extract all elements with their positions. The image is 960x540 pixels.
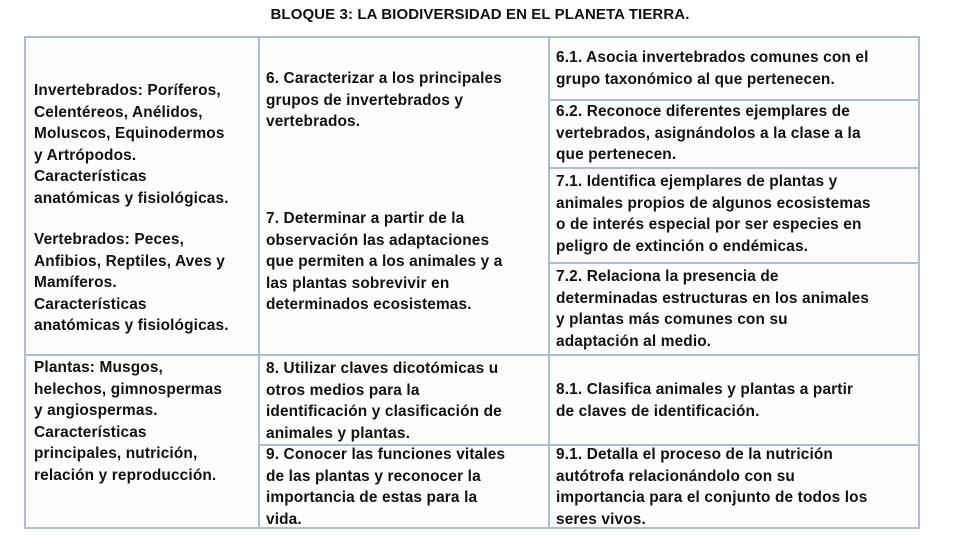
standard-7-2: 7.2. Relaciona la presencia de determinadas estructuras en los animales y plantas más comunes con su adaptación al medio. (556, 268, 870, 350)
row-divider (548, 167, 920, 169)
standard-9-1: 9.1. Detalla el proceso de la nutrición autótrofa relacionándolo con su importancia para el conjunto de todos los seres vivos. (556, 446, 868, 528)
standard-8-1: 8.1. Clasifica animales y plantas a partir de claves de identificación. (556, 381, 854, 420)
standard-6-2: 6.2. Reconoce diferentes ejemplares de vertebrados, asignándolos a la clase a la que pertenecen. (556, 103, 861, 164)
column-divider (548, 36, 550, 529)
criterion-8: 8. Utilizar claves dicotómicas u otros medios para la identificación y clasificación de animales y plantas. (266, 360, 502, 442)
content-plantas: Plantas: Musgos, helechos, gimnospermas y angiospermas. Características principales, nutrición, relación y reproducción. (34, 359, 223, 484)
criterion-9: 9. Conocer las funciones vitales de las plantas y reconocer la importancia de estas para la vida. (266, 446, 506, 528)
page-title: BLOQUE 3: LA BIODIVERSIDAD EN EL PLANETA TIERRA. (270, 6, 690, 23)
content-vertebrados: Vertebrados: Peces, Anfibios, Reptiles, Aves y Mamíferos. Características anatómicas y fisiológicas. (34, 231, 229, 335)
row-divider (24, 354, 920, 356)
criterion-6: 6. Caracterizar a los principales grupos de invertebrados y vertebrados. (266, 70, 502, 131)
criterion-7: 7. Determinar a partir de la observación las adaptaciones que permiten a los animales y a las plantas sobrevivir en determinados ecosistemas. (266, 210, 503, 314)
standard-7-1: 7.1. Identifica ejemplares de plantas y animales propios de algunos ecosistemas o de interés especial por ser especies en peligro de extinción o endémicas. (556, 173, 871, 255)
standard-6-1: 6.1. Asocia invertebrados comunes con el grupo taxonómico al que pertenecen. (556, 49, 869, 88)
row-divider (548, 262, 920, 264)
content-invertebrados: Invertebrados: Poríferos, Celentéreos, Anélidos, Moluscos, Equinodermos y Artrópodos. Características anatómicas y fisiológicas. (34, 82, 229, 207)
